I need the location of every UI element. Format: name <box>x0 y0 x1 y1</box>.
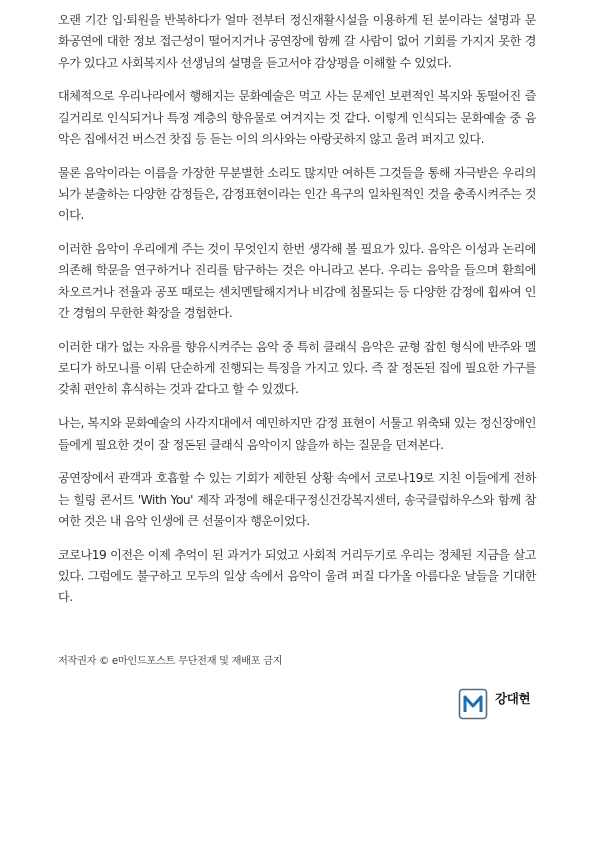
article-paragraph-1: 오랜 기간 입·퇴원을 반복하다가 얼마 전부터 정신재활시설을 이용하게 된 분이라는 설명과 문화공연에 대한 정보 접근성이 떨어지거나 공연장에 함께 갈 사람이 없어 기회를 가지지 못한 경우가 있다고 사회복지사 선생님의 설명을 듣고서야 감상평을 이해할 수 있었다. <box>58 13 536 70</box>
article-paragraph-5: 이러한 대가 없는 자유를 향유시켜주는 음악 중 특히 클래식 음악은 균형 잡힌 형식에 반주와 멜로디가 하모니를 이뤄 단순하게 진행되는 특징을 가지고 있다. 즉 잘 정돈된 집에 필요한 가구를 갖춰 편안히 휴식하는 것과 같다고 할 수 있겠다. <box>58 339 536 397</box>
article-paragraph-6: 나는, 복지와 문화예술의 사각지대에서 예민하지만 감정 표현이 서툴고 위축돼 있는 정신장애인들에게 필요한 것이 잘 정돈된 클래식 음악이지 않을까 하는 질문을 던져본다. <box>58 416 536 452</box>
copyright-notice: 저작권자 © e마인드포스트 무단전재 및 재배포 금지 <box>58 656 283 667</box>
article-paragraph-3: 물론 음악이라는 이름을 가장한 무분별한 소리도 많지만 여하튼 그것들을 통해 자극받은 우리의 뇌가 분출하는 다양한 감정들은, 감정표현이라는 인간 욕구의 일차원적인 것을 충족시켜주는 것이다. <box>58 165 536 223</box>
author-signature <box>458 688 538 720</box>
article-paragraph-7: 공연장에서 관객과 호흡할 수 있는 기회가 제한된 상황 속에서 코로나19로 지친 이들에게 전하는 힐링 콘서트 'With You' 제작 과정에 해운대구정신건강복지센터, 송국클럽하우스와 함께 참여한 것은 내 음악 인생에 큰 선물이자 행운이었다. <box>58 471 536 528</box>
article-paragraph-2: 대체적으로 우리나라에서 행해지는 문화예술은 먹고 사는 문제인 보편적인 복지와 동떨어진 즐길거리로 인식되거나 특정 계층의 향유물로 여겨지는 것 같다. 이렇게 인식되는 문화예술 중 음악은 집에서건 버스건 찻집 등 듣는 이의 의사와는 아랑곳하지 않고 울려 퍼지고 있다. <box>58 89 536 146</box>
article-paragraph-4: 이러한 음악이 우리에게 주는 것이 무엇인지 한번 생각해 볼 필요가 있다. 음악은 이성과 논리에 의존해 학문을 연구하거나 진리를 탐구하는 것은 아니라고 본다. 우리는 음악을 들으며 환희에 차오르거나 전율과 공포 때로는 센치멘탈해지거나 비감에 침몰되는 등 다양한 감정에 휩싸여 인간 경험의 무한한 확장을 경험한다. <box>58 242 536 321</box>
article-body <box>58 10 536 667</box>
mindpost-m-logo-icon <box>458 688 488 720</box>
article-paragraph-8: 코로나19 이전은 이제 추억이 된 과거가 되었고 사회적 거리두기로 우리는 정체된 지금을 살고 있다. 그럼에도 불구하고 모두의 일상 속에서 음악이 울려 퍼질 다가올 아름다운 날들을 기대한다. <box>58 547 536 605</box>
author-name: 강대현 <box>495 691 531 706</box>
